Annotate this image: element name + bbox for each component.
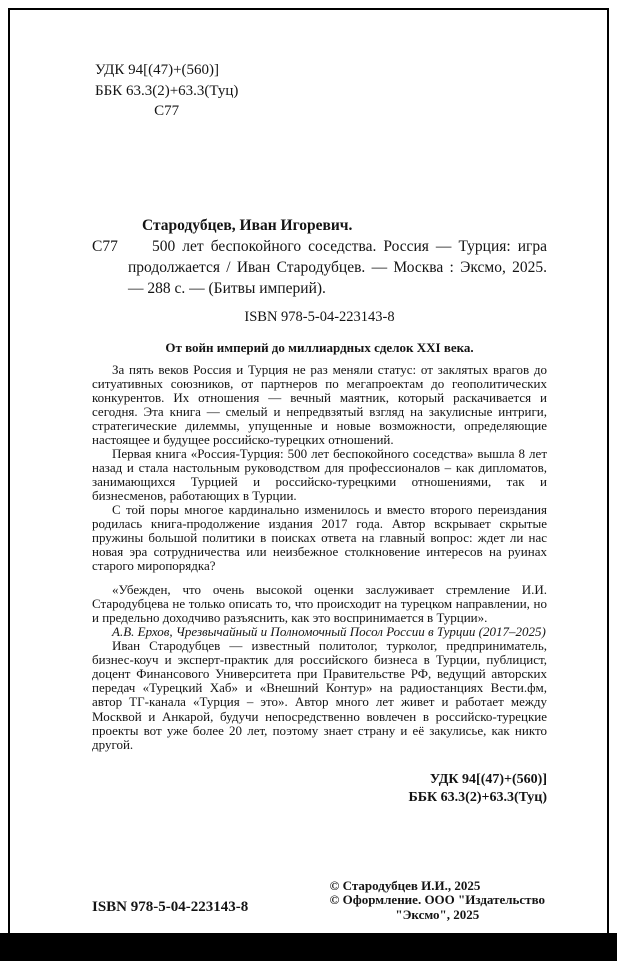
annotation-text (92, 363, 547, 752)
bibliographic-record (92, 216, 547, 300)
isbn-center: ISBN 978-5-04-223143-8 (244, 308, 395, 325)
classification-code-margin: С77 (92, 238, 118, 256)
copyright-line: © Оформление. ООО "Издательство (329, 892, 545, 908)
udk-code-bottom: УДК 94[(47)+(560)] (429, 771, 547, 787)
copyright-block (330, 879, 545, 922)
bibliographic-block (128, 216, 547, 300)
classification-code-top: С77 (154, 103, 180, 120)
review-quote-block (92, 583, 547, 639)
annotation-paragraph: За пять веков Россия и Турция не раз меняли статус: от заклятых врагов до ситуативных союзников, от партнеров по мегапроектам до геополитических конкурентов. Их отношения — вечный маятник, который раскачивается и сегодня. Эта книга — смелый и непредвзятый взгляд на закулисные интриги, стратегические дилеммы, упущенные и новые возможности, определяющие настоящее и будущее российско-турецких отношений. (92, 361, 547, 447)
annotation-paragraph: Первая книга «Россия-Турция: 500 лет беспокойного соседства» вышла 8 лет назад и стала настольным руководством для профессионалов – как дипломатов, занимающихся Турцией и российско-турецкими отношениями, так и бизнесменов, работающих в Турции. (92, 445, 547, 504)
copyright-line: © Стародубцев И.И., 2025 (329, 878, 481, 893)
author-heading: Стародубцев, Иван Игоревич. (142, 217, 353, 235)
classification-codes-bottom (92, 771, 547, 807)
annotation-paragraph: С той поры многое кардинально изменилось и вместо второго переиздания родилась книга-продолжение издания 2017 года. Автор вскрывает скрытые пружины большой политики в поисках ответа на главный вопрос: ждет ли нас новая эра сотрудничества или неизбежное столкновение интересов на руинах старого миропорядка? (92, 502, 547, 574)
author-bio: Иван Стародубцев — известный политолог, турколог, предприниматель, бизнес-коуч и эксперт-практик для российского бизнеса в Турции, публицист, доцент Финансового Университета при Правительстве РФ, ведущий авторских передач «Турецкий Хаб» и «Внешний Контур» на радиостанциях Вести.фм, автор ТГ-канала «Турция – это». Автор много лет живет и работает между Москвой и Анкарой, будучи непосредственно вовлечен в российско-турецкие проекты вот уже более 20 лет, поэтому знает страну и её закулисье, как никто другой. (92, 638, 547, 752)
bibliographic-description: 500 лет беспокойного соседства. Россия — Турция: игра продолжается / Иван Стародубцев. — Москва : Эксмо, 2025. — 288 с. — (Битвы империй). (128, 237, 547, 297)
bbk-code-bottom: ББК 63.3(2)+63.3(Туц) (408, 789, 547, 805)
udk-code-top: УДК 94[(47)+(560)] (95, 62, 220, 78)
copyright-line: "Эксмо", 2025 (395, 906, 480, 922)
lead-line: От войн империй до миллиардных сделок XXI века. (165, 339, 474, 355)
review-quote: «Убежден, что очень высокой оценки заслуживает стремление И.И. Стародубцева не только описать то, что происходит на турецком направлении, но и предельно доходчиво разъяснить, как это воспринимается в Турции». (92, 582, 547, 626)
bottom-black-bar (0, 933, 617, 961)
bbk-code-top: ББК 63.3(2)+63.3(Туц) (95, 82, 239, 99)
page-content (92, 60, 547, 807)
classification-codes-top (95, 60, 238, 122)
isbn-bottom: ISBN 978-5-04-223143-8 (92, 899, 249, 915)
review-attribution: А.В. Ерхов, Чрезвычайный и Полномочный Посол России в Турции (2017–2025) (112, 624, 546, 640)
